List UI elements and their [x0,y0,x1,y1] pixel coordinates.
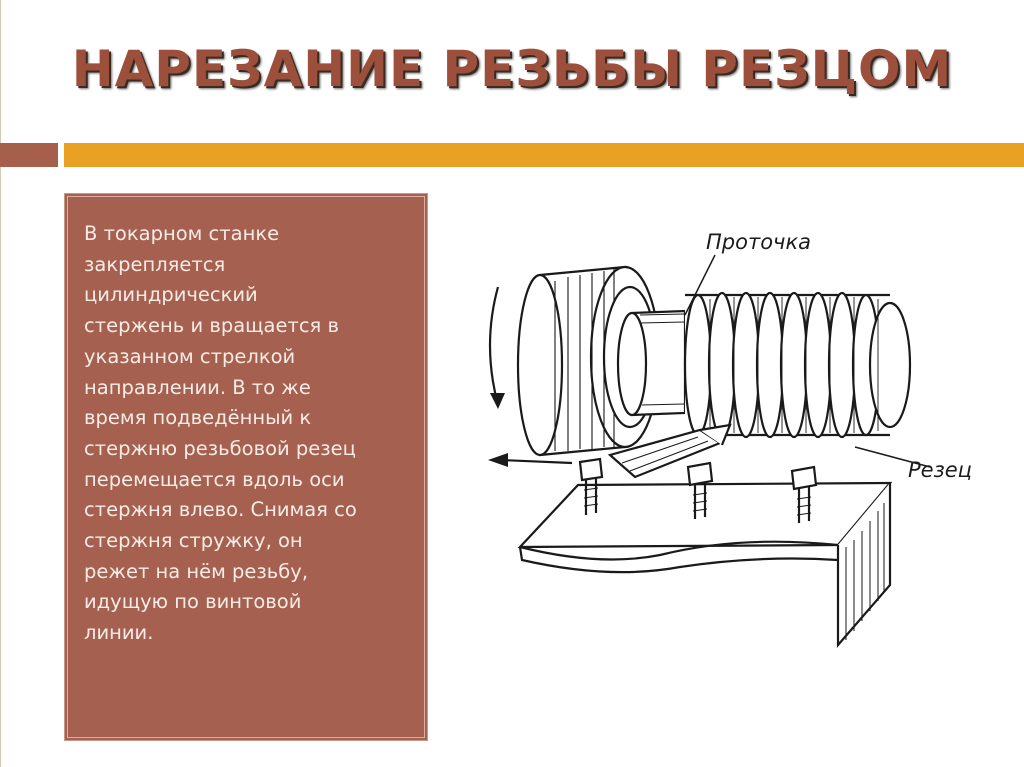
rotation-arrow-head [490,393,505,409]
slide-left-border [0,0,1,767]
thread-cutting-diagram [460,215,1000,675]
slide-title: НАРЕЗАНИЕ РЕЗЬБЫ РЕЗЦОМ [71,40,953,98]
diagram-illustration [460,215,1000,675]
text-panel [64,193,428,741]
divider-accent-block [0,143,58,167]
feed-arrow [500,460,572,463]
threaded-rod [685,293,910,437]
label-cutter: Резец [908,458,972,482]
feed-arrow-head [488,453,508,467]
divider-accent-bar [64,143,1024,167]
body-text: В токарном станке закрепляется цилиндрический стержень и вращается в указанном стрелкой направлении. В то же время подведённый к стержню резьбовой резец перемещается вдоль оси стержня влево. Снимая со стержня стружку, он режет на нём резьбу, идущую по винтовой линии. [84,222,357,645]
shaft-groove [618,311,685,415]
label-groove: Проточка [706,230,812,254]
rotation-arrow [490,287,498,405]
